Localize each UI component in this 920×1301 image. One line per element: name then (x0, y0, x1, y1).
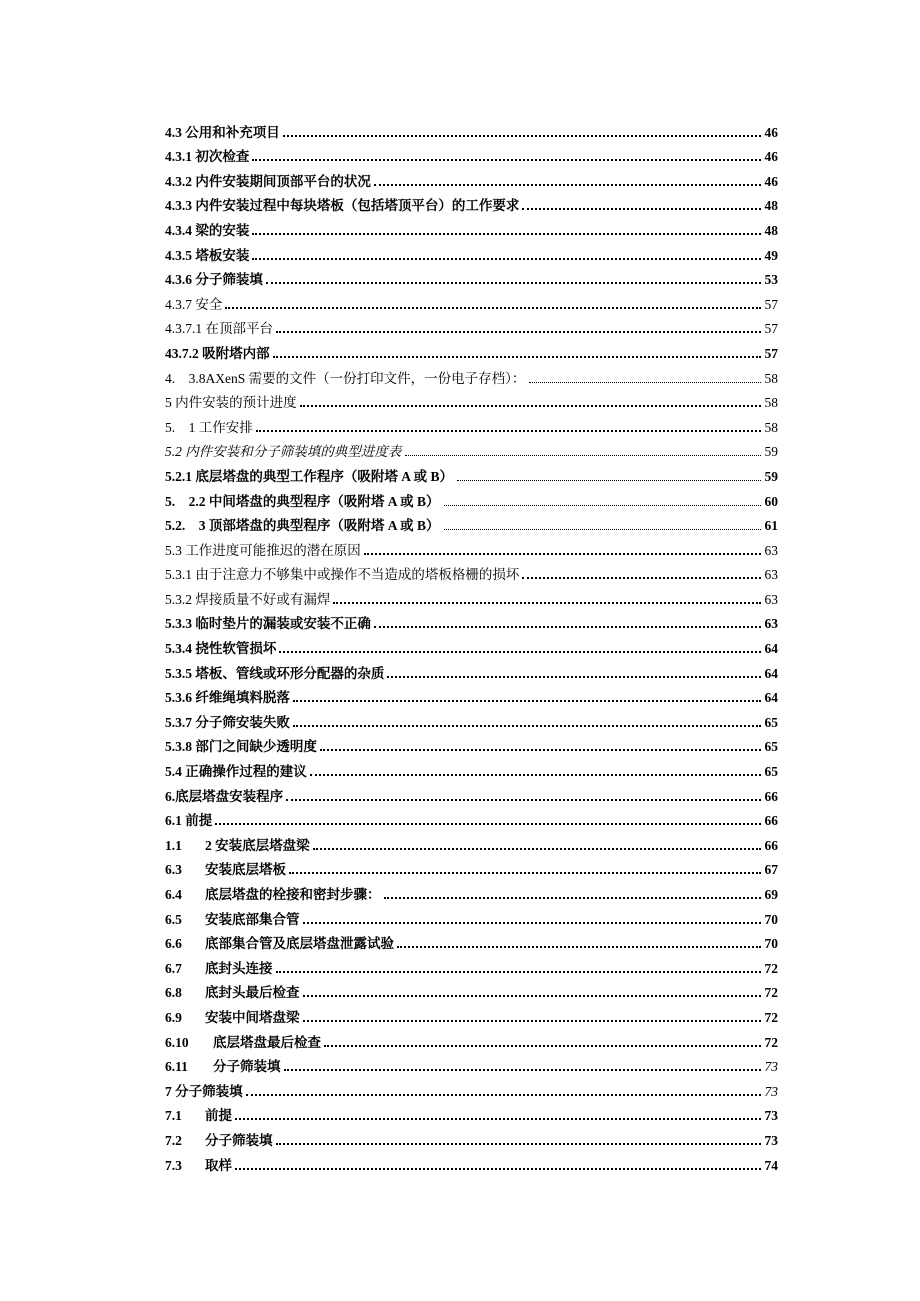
toc-dot-leader (252, 233, 761, 235)
toc-entry-label (165, 1034, 321, 1051)
toc-page-number: 59 (764, 444, 778, 460)
toc-page-number: 64 (764, 641, 778, 657)
toc-dot-leader (293, 700, 761, 702)
toc-entry-title: 7 分子筛装填 (165, 1083, 243, 1099)
toc-entry-title: 5.2 内件安装和分子筛装填的典型进度表 (165, 444, 402, 460)
toc-entry-title: 底封头最后检查 (205, 985, 300, 1001)
toc-dot-leader (279, 651, 761, 653)
toc-entry-label (165, 468, 453, 485)
toc-dot-leader (276, 971, 762, 973)
toc-entry-number: 6.4 (165, 887, 182, 902)
toc-entry (165, 534, 778, 559)
toc-entry-label (165, 443, 401, 460)
toc-dot-leader (374, 626, 761, 628)
toc-page-number: 65 (764, 764, 778, 780)
toc-entry-label (165, 1132, 273, 1149)
toc-entry-label (165, 615, 371, 632)
toc-entry-title: 4.3.7.1 在顶部平台 (165, 321, 273, 337)
toc-entry-title: 4.3.4 梁的安装 (165, 222, 250, 238)
toc-entry-label (165, 271, 263, 288)
toc-entry-title: 5.3.4 挠性软管损坏 (165, 641, 277, 657)
toc-entry (165, 165, 778, 190)
toc-entry (165, 1051, 778, 1076)
toc-entry (165, 682, 778, 707)
toc-dot-leader (522, 208, 761, 210)
toc-entry-title: 2 安装底层塔盘梁 (205, 837, 310, 853)
toc-entry-label (165, 1157, 232, 1174)
toc-entry-number: 7.1 (165, 1108, 182, 1124)
toc-entry (165, 977, 778, 1002)
toc-dot-leader (289, 872, 761, 874)
toc-page-number: 60 (764, 493, 778, 509)
toc-entry-title: 分子筛装填 (205, 1132, 273, 1148)
toc-page-number: 72 (764, 960, 778, 976)
toc-page-number: 53 (764, 272, 778, 288)
toc-page-number: 57 (764, 296, 778, 312)
toc-dot-leader (444, 505, 761, 506)
toc-entry-label (165, 394, 297, 411)
toc-entry-label (165, 861, 286, 878)
toc-page-number: 46 (764, 173, 778, 189)
toc-entry-label (165, 517, 440, 534)
toc-entry-title: 5.2.1 底层塔盘的典型工作程序（吸附塔 A 或 B） (165, 468, 454, 484)
toc-entry (165, 1075, 778, 1100)
toc-entry-label (165, 886, 381, 903)
toc-page-number: 69 (764, 887, 778, 902)
toc-entry (165, 632, 778, 657)
toc-entry-number: 6.10 (165, 1034, 189, 1050)
toc-dot-leader (405, 455, 761, 456)
toc-dot-leader (215, 823, 761, 825)
toc-page-number: 46 (764, 124, 778, 140)
toc-entry-label (165, 247, 249, 264)
toc-page-number: 63 (764, 591, 778, 607)
toc-page-number: 67 (764, 862, 778, 878)
toc-dot-leader (387, 676, 761, 678)
toc-page-number: 72 (764, 1034, 778, 1050)
toc-entry (165, 805, 778, 830)
toc-entry-title: 4.3.1 初次检查 (165, 149, 250, 165)
toc-entry (165, 1026, 778, 1051)
toc-entry (165, 239, 778, 264)
toc-entry-title: 5.2. 3 顶部塔盘的典型程序（吸附塔 A 或 B） (165, 518, 440, 534)
toc-dot-leader (397, 946, 761, 948)
toc-entry-number: 6.3 (165, 862, 182, 878)
toc-entry (165, 583, 778, 608)
toc-entry-number: 6.6 (165, 936, 182, 952)
toc-page-number: 49 (764, 247, 778, 263)
toc-entry-title: 底层塔盘最后检查 (213, 1034, 321, 1050)
toc-page-number: 65 (764, 739, 778, 755)
toc-entry-title: 5 内件安装的预计进度 (165, 395, 297, 411)
toc-entry (165, 559, 778, 584)
toc-entry-label (165, 370, 525, 387)
toc-dot-leader (303, 1020, 762, 1022)
toc-entry (165, 436, 778, 461)
toc-entry-number: 6.9 (165, 1009, 182, 1025)
toc-entry (165, 288, 778, 313)
toc-entry-number: 6.8 (165, 985, 182, 1001)
toc-dot-leader (313, 848, 761, 850)
toc-dot-leader (246, 1094, 761, 1096)
toc-entry-title: 43.7.2 吸附塔内部 (165, 345, 270, 361)
toc-page-number: 58 (764, 370, 778, 386)
toc-dot-leader (320, 749, 761, 751)
toc-page-number: 57 (764, 321, 778, 337)
toc-page-number: 66 (764, 813, 778, 829)
toc-entry-label (165, 222, 249, 239)
toc-entry-title: 5.3.7 分子筛安装失败 (165, 714, 290, 730)
toc-entry (165, 362, 778, 387)
toc-dot-leader (324, 1045, 761, 1047)
toc-entry (165, 313, 778, 338)
toc-dot-leader (529, 382, 761, 383)
toc-entry-label (165, 419, 253, 436)
toc-dot-leader (364, 553, 761, 555)
toc-entry-label (165, 788, 283, 805)
toc-dot-leader (273, 356, 761, 358)
toc-entry (165, 387, 778, 412)
toc-dot-leader (310, 774, 761, 776)
toc-dot-leader (276, 331, 761, 333)
toc-dot-leader (283, 135, 761, 137)
toc-entry-title: 底封头连接 (205, 960, 273, 976)
toc-page-number: 70 (764, 936, 778, 952)
toc-entry-number: 7.2 (165, 1132, 182, 1148)
toc-page-number: 72 (764, 985, 778, 1001)
toc-entry-label (165, 320, 273, 337)
toc-entry (165, 510, 778, 535)
toc-page-number: 72 (764, 1009, 778, 1025)
toc-entry-number: 6.5 (165, 911, 182, 927)
toc-entry-title: 底层塔盘的栓接和密封步骤： (205, 887, 381, 902)
toc-entry (165, 214, 778, 239)
toc-entry (165, 706, 778, 731)
toc-entry-title: 4.3.6 分子筛装填 (165, 272, 263, 288)
toc-entry-label (165, 493, 440, 510)
toc-entry (165, 1149, 778, 1174)
toc-entry-title: 4.3.2 内件安装期间顶部平台的状况 (165, 173, 371, 189)
toc-dot-leader (457, 480, 761, 481)
toc-entry-title: 4.3.5 塔板安装 (165, 247, 250, 263)
toc-entry-label (165, 124, 280, 141)
toc-dot-leader (444, 529, 761, 530)
toc-entry (165, 878, 778, 903)
toc-page-number: 63 (764, 567, 778, 583)
toc-entry (165, 657, 778, 682)
toc-entry-number: 7.3 (165, 1157, 182, 1173)
toc-entry (165, 780, 778, 805)
toc-entry-title: 底部集合管及底层塔盘泄露试验 (205, 936, 394, 952)
toc-entry-title: 5. 1 工作安排 (165, 419, 253, 435)
toc-entry (165, 1100, 778, 1125)
toc-entry-title: 5.3.8 部门之间缺少透明度 (165, 739, 317, 755)
toc-entry (165, 485, 778, 510)
toc-entry-title: 4.3.3 内件安装过程中每块塔板（包括塔顶平台）的工作要求 (165, 198, 520, 214)
toc-entry-title: 5.3.6 纤维绳填料脱落 (165, 690, 290, 706)
toc-dot-leader (286, 799, 761, 801)
toc-entry (165, 903, 778, 928)
toc-entry-title: 5.3.5 塔板、管线或环形分配器的杂质 (165, 665, 385, 681)
toc-entry-title: 安装中间塔盘梁 (205, 1009, 300, 1025)
toc-page-number: 57 (764, 345, 778, 361)
toc-entry (165, 460, 778, 485)
toc-entry-label (165, 935, 394, 952)
toc-entry-title: 5. 2.2 中间塔盘的典型程序（吸附塔 A 或 B） (165, 493, 440, 509)
toc-entry-title: 5.3.2 焊接质量不好或有漏焊 (165, 591, 331, 607)
toc-entry (165, 854, 778, 879)
toc-entry-label (165, 197, 519, 214)
toc-entry-title: 分子筛装填 (213, 1059, 281, 1075)
toc-entry-title: 5.3.3 临时垫片的漏装或安装不正确 (165, 616, 371, 632)
toc-entry-label (165, 812, 212, 829)
toc-dot-leader (256, 430, 761, 432)
toc-entry-label (165, 148, 249, 165)
toc-page-number: 74 (764, 1157, 778, 1173)
toc-dot-leader (333, 602, 761, 604)
toc-entry-label (165, 296, 222, 313)
toc-dot-leader (303, 995, 762, 997)
toc-entry (165, 731, 778, 756)
toc-page-number: 48 (764, 198, 778, 214)
toc-entry (165, 952, 778, 977)
toc-entry-label (165, 960, 273, 977)
toc-page-number: 70 (764, 911, 778, 927)
toc-page-number: 58 (764, 419, 778, 435)
toc-page-number: 61 (764, 518, 778, 534)
toc-entry-number: 1.1 (165, 837, 182, 853)
toc-entry (165, 190, 778, 215)
toc-entry (165, 1001, 778, 1026)
toc-page-number: 63 (764, 542, 778, 558)
toc-page-number: 73 (764, 1059, 778, 1075)
toc-page-number: 65 (764, 714, 778, 730)
toc-entry (165, 141, 778, 166)
toc-entry-label (165, 837, 310, 854)
toc-entry-label (165, 591, 330, 608)
toc-page-number: 73 (764, 1108, 778, 1124)
toc-entry-label (165, 1083, 243, 1100)
toc-entry (165, 829, 778, 854)
toc-entry-title: 4.3.7 安全 (165, 296, 223, 312)
toc-entry (165, 755, 778, 780)
toc-page-number: 73 (764, 1132, 778, 1148)
toc-entry-label (165, 1009, 300, 1026)
toc-entry-label (165, 1107, 232, 1124)
toc-entry (165, 928, 778, 953)
toc-page-number: 73 (764, 1083, 778, 1099)
toc-entry (165, 337, 778, 362)
toc-entry (165, 411, 778, 436)
toc-entry-label (165, 173, 371, 190)
toc-dot-leader (300, 405, 761, 407)
toc-entry-label (165, 542, 361, 559)
toc-page-number: 66 (764, 788, 778, 804)
toc-dot-leader (252, 159, 761, 161)
toc-entry-title: 4.3 公用和补充项目 (165, 124, 280, 140)
toc-entry-label (165, 566, 519, 583)
toc-dot-leader (303, 922, 762, 924)
toc-page-number: 59 (764, 468, 778, 484)
toc-entry-title: 6.底层塔盘安装程序 (165, 788, 284, 804)
toc-dot-leader (225, 307, 761, 309)
toc-entry (165, 116, 778, 141)
toc-entry-title: 5.3.1 由于注意力不够集中或操作不当造成的塔板格栅的损坏 (165, 567, 520, 583)
toc-page-number: 64 (764, 665, 778, 681)
toc-entry-title: 5.3 工作进度可能推迟的潜在原因 (165, 542, 361, 558)
toc-entry-title: 安装底部集合管 (205, 911, 300, 927)
toc-entry-number: 6.7 (165, 960, 182, 976)
toc-entry-title: 6.1 前提 (165, 813, 213, 829)
toc-dot-leader (235, 1168, 761, 1170)
toc-dot-leader (252, 258, 761, 260)
toc-entry-title: 安装底层塔板 (205, 862, 286, 878)
toc-page-number: 63 (764, 616, 778, 632)
toc-dot-leader (235, 1118, 761, 1120)
toc-dot-leader (266, 282, 761, 284)
toc-dot-leader (284, 1069, 762, 1071)
toc-entry-label (165, 911, 300, 928)
toc-dot-leader (276, 1143, 762, 1145)
toc-entry-title: 取样 (205, 1157, 232, 1173)
toc-entry-number: 6.11 (165, 1059, 188, 1075)
toc-entry-title: 5.4 正确操作过程的建议 (165, 764, 307, 780)
toc-entry (165, 608, 778, 633)
toc-entry-label (165, 1058, 281, 1075)
toc-dot-leader (293, 725, 761, 727)
toc-page-number: 64 (764, 690, 778, 706)
toc-page-number: 58 (764, 395, 778, 411)
toc-entry-label (165, 689, 290, 706)
toc-dot-leader (374, 184, 761, 186)
toc-entry-label (165, 984, 300, 1001)
toc-entry-label (165, 640, 276, 657)
toc-entry-title: 4. 3.8AXenS 需要的文件（一份打印文件，一份电子存档）： (165, 370, 526, 386)
toc-dot-leader (384, 897, 762, 899)
toc-entry-label (165, 665, 384, 682)
toc-dot-leader (522, 577, 761, 579)
toc-entry-title: 前提 (205, 1108, 232, 1124)
toc-page-number: 66 (764, 837, 778, 853)
toc-entry-label (165, 345, 270, 362)
table-of-contents (165, 116, 778, 1174)
toc-entry-label (165, 763, 307, 780)
toc-entry-label (165, 738, 317, 755)
toc-entry-label (165, 714, 290, 731)
toc-page-number: 48 (764, 222, 778, 238)
toc-entry (165, 1124, 778, 1149)
toc-entry (165, 264, 778, 289)
toc-page-number: 46 (764, 149, 778, 165)
